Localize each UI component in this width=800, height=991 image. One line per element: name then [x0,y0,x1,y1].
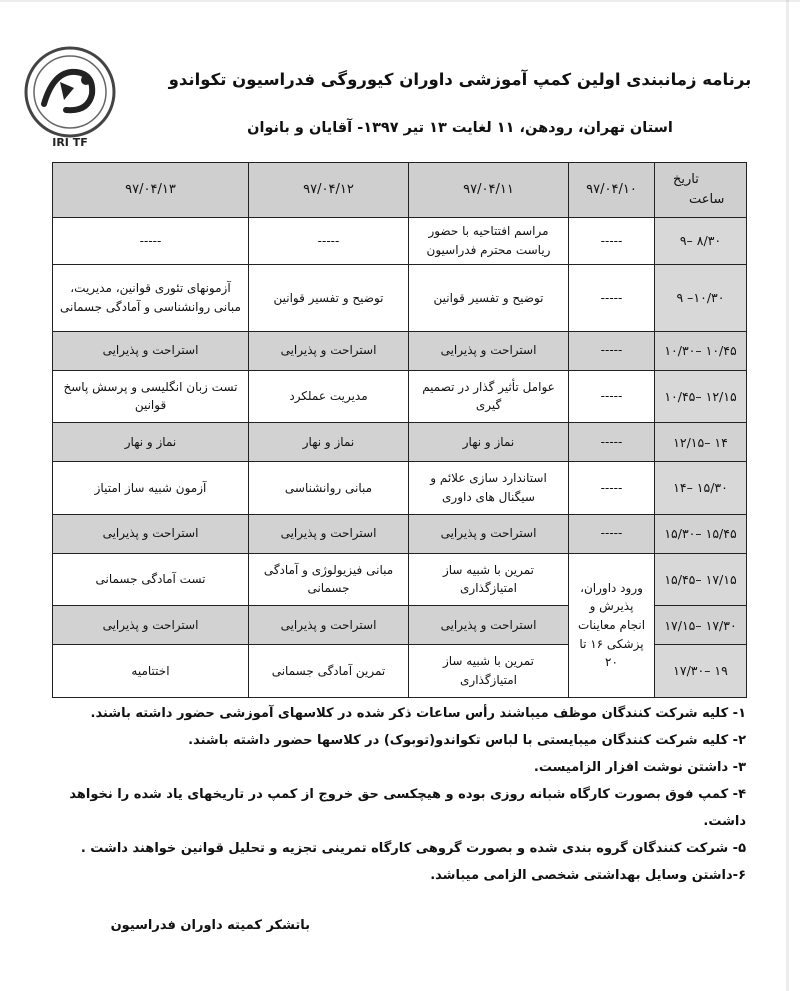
schedule-cell: مبانی فیزیولوژی و آمادگی جسمانی [249,553,409,606]
time-cell: ۹ –۱۰/۳۰ [655,264,747,331]
schedule-table [52,162,747,698]
schedule-cell: ----- [569,370,655,423]
schedule-cell: استراحت و پذیرایی [249,606,409,645]
schedule-cell: تمرین با شبیه ساز امتیازگذاری [409,553,569,606]
time-cell: ۱۷/۳۰– ۱۹ [655,645,747,698]
schedule-cell: اختتامیه [53,645,249,698]
time-cell: ۱۰/۳۰– ۱۰/۴۵ [655,331,747,370]
logo-text: IRI TF [52,136,88,149]
schedule-cell: مبانی روانشناسی [249,462,409,515]
schedule-cell: ----- [569,514,655,553]
schedule-cell: تمرین با شبیه ساز امتیازگذاری [409,645,569,698]
schedule-cell: ----- [569,423,655,462]
time-cell: ۱۵/۴۵– ۱۷/۱۵ [655,553,747,606]
schedule-cell: نماز و نهار [249,423,409,462]
table-row [53,514,747,553]
table-row [53,462,747,515]
schedule-cell: استراحت و پذیرایی [53,331,249,370]
schedule-cell: ----- [249,218,409,265]
schedule-cell: تست زبان انگلیسی و پرسش پاسخ قوانین [53,370,249,423]
time-cell: ۹– ۸/۳۰ [655,218,747,265]
page-title: برنامه زمانبندی اولین کمپ آموزشی داوران کیوروگی فدراسیون تکواندو [168,70,752,89]
table-row [53,423,747,462]
page-subtitle: استان تهران، رودهن، ۱۱ لغایت ۱۳ تیر ۱۳۹۷- آقایان و بانوان [247,120,673,136]
schedule-cell: توضیح و تفسیر قوانین [409,264,569,331]
schedule-cell: ----- [569,462,655,515]
schedule-cell: مدیریت عملکرد [249,370,409,423]
scan-artifact-right [786,0,789,991]
time-cell: ۱۲/۱۵– ۱۴ [655,423,747,462]
schedule-cell: توضیح و تفسیر قوانین [249,264,409,331]
schedule-cell: آزمون شبیه ساز امتیاز [53,462,249,515]
schedule-cell: عوامل تأثیر گذار در تصمیم گیری [409,370,569,423]
corner-header-cell [655,163,747,218]
note-item: ۲- کلیه شرکت کنندگان میبایستی با لباس تکواندو(توبوک) در کلاسها حضور داشته باشند. [188,733,746,748]
schedule-cell: مراسم افتتاحیه با حضور ریاست محترم فدراسیون [409,218,569,265]
time-cell: ۱۴– ۱۵/۳۰ [655,462,747,515]
notes-list [40,700,746,889]
schedule-cell: ----- [569,264,655,331]
note-item: ۵- شرکت کنندگان گروه بندی شده و بصورت گروهی کارگاه تمرینی تجزیه و تحلیل قوانین خواهند داشت . [80,841,746,856]
corner-time-label: ساعت [689,192,725,207]
time-cell: ۱۰/۴۵– ۱۲/۱۵ [655,370,747,423]
scan-artifact-top [0,0,800,2]
schedule-cell: آزمونهای تئوری قوانین، مدیریت، مبانی روانشناسی و آمادگی جسمانی [53,264,249,331]
note-item: ۶-داشتن وسایل بهداشتی شخصی الزامی میباشد. [430,868,746,883]
schedule-cell: استراحت و پذیرایی [409,331,569,370]
schedule-cell: ----- [53,218,249,265]
schedule-cell: نماز و نهار [53,423,249,462]
table-row [53,218,747,265]
time-cell: ۱۵/۳۰– ۱۵/۴۵ [655,514,747,553]
date-header: ۹۷/۰۴/۱۰ [569,163,655,218]
schedule-cell: استراحت و پذیرایی [249,514,409,553]
table-row [53,264,747,331]
note-item: ۳- داشتن نوشت افزار الزامیست. [533,760,746,775]
schedule-cell: ----- [569,218,655,265]
federation-logo [14,42,126,150]
schedule-cell: استراحت و پذیرایی [409,514,569,553]
table-header-row [53,163,747,218]
date-header: ۹۷/۰۴/۱۲ [249,163,409,218]
schedule-cell: تست آمادگی جسمانی [53,553,249,606]
schedule-cell: استراحت و پذیرایی [249,331,409,370]
schedule-cell: نماز و نهار [409,423,569,462]
date-header: ۹۷/۰۴/۱۳ [53,163,249,218]
note-item: ۴- کمپ فوق بصورت کارگاه شبانه روزی بوده و هیچکسی حق خروج از کمپ در تاریخهای یاد شده را نخواهد داشت. [69,787,746,829]
table-row [53,553,747,606]
table-row [53,370,747,423]
date-header: ۹۷/۰۴/۱۱ [409,163,569,218]
schedule-cell: تمرین آمادگی جسمانی [249,645,409,698]
signature: باتشکر کمیته داوران فدراسیون [110,918,310,933]
note-item: ۱- کلیه شرکت کنندگان موظف میباشند رأس ساعات ذکر شده در کلاسهای آموزشی حضور داشته باشند. [90,706,746,721]
time-cell: ۱۷/۱۵– ۱۷/۳۰ [655,606,747,645]
schedule-cell: استراحت و پذیرایی [53,606,249,645]
table-row [53,331,747,370]
merged-arrival-cell: ورود داوران، پذیرش و انجام معاینات پزشکی ۱۶ تا ۲۰ [569,553,655,697]
schedule-cell: ----- [569,331,655,370]
schedule-cell: استراحت و پذیرایی [53,514,249,553]
schedule-cell: استاندارد سازی علائم و سیگنال های داوری [409,462,569,515]
schedule-cell: استراحت و پذیرایی [409,606,569,645]
corner-date-label: تاریخ [673,171,699,187]
